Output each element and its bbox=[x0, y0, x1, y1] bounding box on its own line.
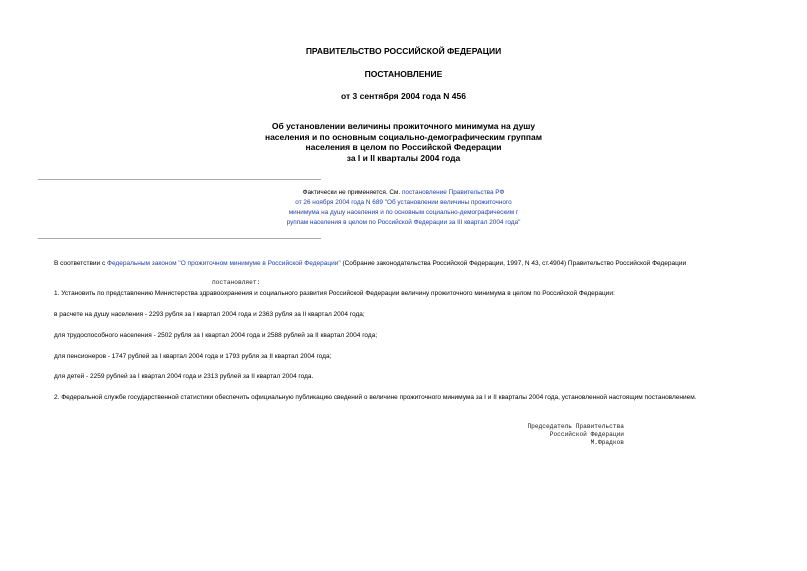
paragraph-children: для детей - 2259 рублей за I квартал 2004 года и 2313 рублей за II квартал 2004 года. bbox=[54, 373, 314, 380]
signature-block bbox=[527, 423, 624, 447]
signature-line: Председатель Правительства bbox=[527, 423, 624, 430]
note-link[interactable]: минимума на душу населения и по основным социально-демографическим г bbox=[288, 209, 519, 216]
decree-word: постановляет: bbox=[212, 279, 261, 286]
signature-line: Российской Федерации bbox=[549, 431, 624, 438]
title-line: населения в целом по Российской Федерации bbox=[305, 142, 502, 152]
divider-top bbox=[38, 179, 321, 180]
signature-name: М.Фрадков bbox=[590, 439, 624, 446]
federal-law-link[interactable]: Федеральным законом "О прожиточном минимуме в Российской Федерации" bbox=[107, 260, 341, 267]
paragraph-working: для трудоспособного населения - 2502 рубля за I квартал 2004 года и 2588 рублей за II квартал 2004 года; bbox=[54, 332, 378, 339]
note-link[interactable]: постановление Правительства РФ bbox=[401, 189, 505, 196]
paragraph-item-2: 2. Федеральной службе государственной статистики обеспечить официальную публикацию сведений о величине прожиточного минимума за I и II кварталы 2004 года, установленной настоящим постановлением. bbox=[54, 394, 697, 401]
title-line: населения и по основным социально-демографическим группам bbox=[264, 131, 543, 142]
intro-paragraph bbox=[54, 259, 774, 268]
note-link[interactable]: от 26 ноября 2004 года N 689 "Об установлении величины прожиточного bbox=[295, 199, 512, 206]
document-type: ПОСТАНОВЛЕНИЕ bbox=[364, 69, 443, 79]
intro-suffix: (Собрание законодательства Российской Федерации, 1997, N 43, ст.4904) Правительство Российской Федерации bbox=[340, 260, 687, 267]
paragraph-pensioners: для пенсионеров - 1747 рублей за I квартал 2004 года и 1793 рубля за II квартал 2004 года; bbox=[54, 353, 332, 360]
divider-bottom bbox=[38, 238, 321, 239]
status-note bbox=[0, 188, 807, 228]
document-title bbox=[0, 121, 807, 163]
intro-prefix: В соответствии с bbox=[54, 260, 108, 267]
document-date-number: от 3 сентября 2004 года N 456 bbox=[341, 91, 466, 101]
note-link[interactable]: руппам населения в целом по Российской Федерации за III квартал 2004 года" bbox=[286, 219, 521, 226]
title-line: за I и II кварталы 2004 года bbox=[346, 152, 461, 163]
title-line: Об установлении величины прожиточного минимума на душу bbox=[271, 121, 536, 131]
paragraph-per-capita: в расчете на душу населения - 2293 рубля за I квартал 2004 года и 2363 рубля за II квартал 2004 года; bbox=[54, 311, 365, 318]
paragraph-item-1: 1. Установить по представлению Министерства здравоохранения и социального развития Российской Федерации величину прожиточного минимума в целом по Российской Федерации: bbox=[54, 290, 615, 297]
note-prefix: Фактически не применяется. См. bbox=[302, 189, 402, 196]
government-title: ПРАВИТЕЛЬСТВО РОССИЙСКОЙ ФЕДЕРАЦИИ bbox=[305, 46, 502, 56]
